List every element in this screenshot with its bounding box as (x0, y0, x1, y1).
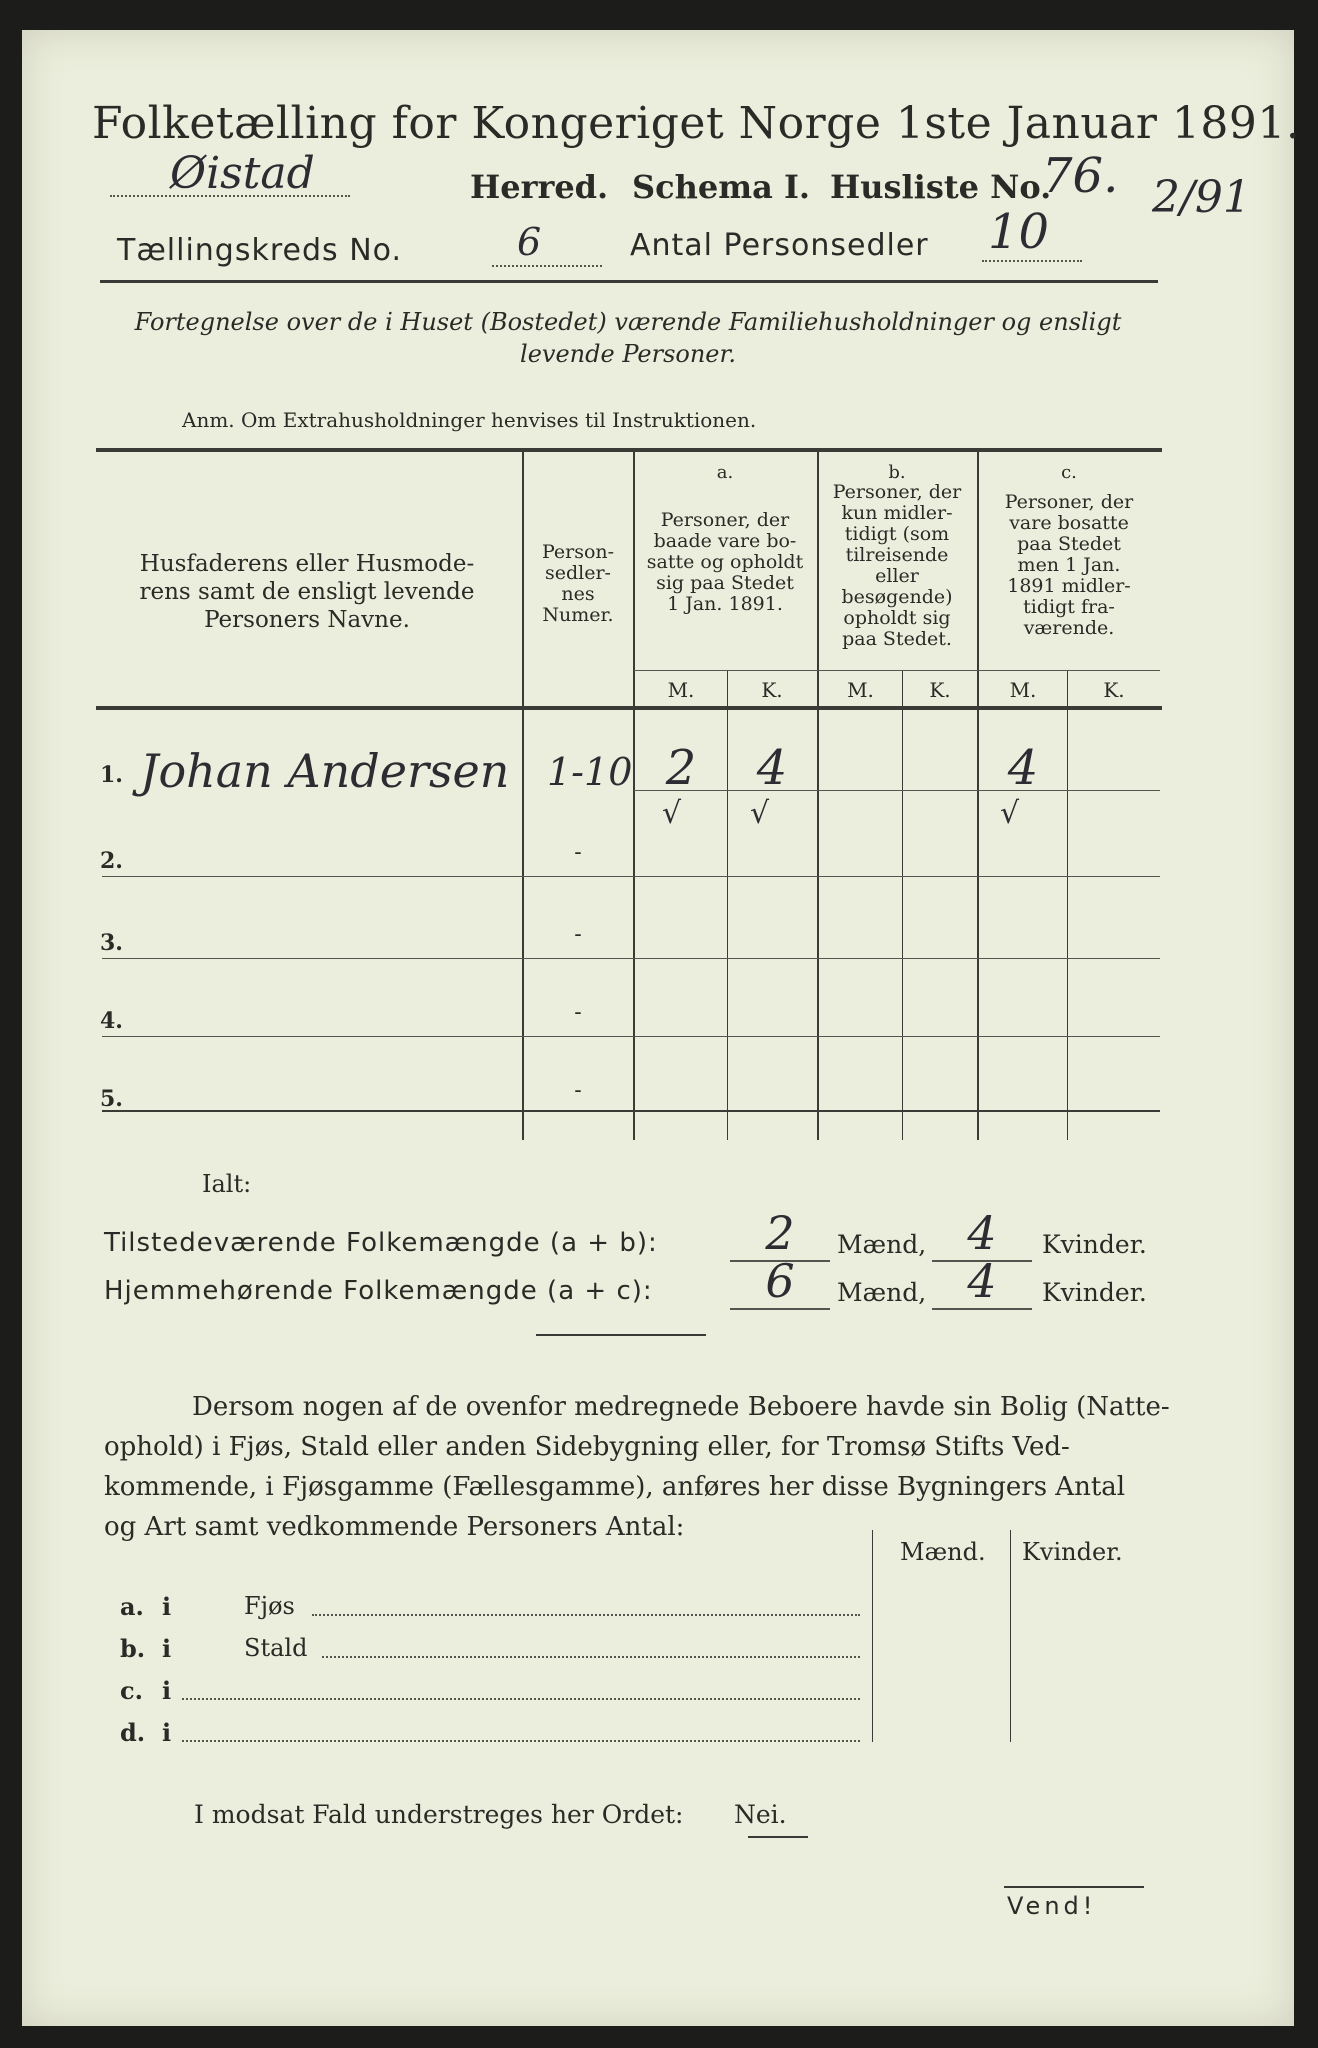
header-rule (100, 280, 1158, 283)
col-head-c (979, 492, 1159, 639)
col-head-a-line-2: baade vare bo- (653, 530, 797, 552)
hjemme-kvinder-line (932, 1308, 1032, 1310)
col-head-a-line-4: sig paa Stedet (656, 572, 794, 594)
col-head-num-line-1: Person- (541, 541, 615, 563)
sub-head-a-m: M. (667, 678, 695, 702)
col-head-b-line-3: tidigt (som (844, 523, 950, 545)
kreds-value: 6 (517, 220, 542, 264)
buildings-para-line-3: kommende, i Fjøsgamme (Fællesgamme), anføres her disse Bygningers Antal (104, 1472, 1126, 1502)
buildings-para-line-4: og Art samt vedkommende Personers Antal: (104, 1512, 685, 1542)
col-head-num-line-3: nes (561, 583, 595, 605)
col-head-b-line-7: opholdt sig (843, 607, 951, 629)
check-mark-a-k: √ (750, 796, 770, 831)
vend-label: Vend! (1007, 1892, 1097, 1920)
hjemme-label: Hjemmehørende Folkemængde (a + c): (104, 1276, 653, 1306)
building-item-prep: i (162, 1592, 172, 1621)
antal-fill-line (982, 260, 1082, 262)
intro-line-2: levende Personer. (520, 340, 736, 368)
col-head-c-line-5: 1891 midler- (1007, 575, 1131, 597)
kreds-fill-line (492, 265, 602, 267)
col-head-c-line-1: Personer, der (1004, 491, 1134, 513)
building-item-letter: a. (120, 1592, 144, 1621)
hjemme-maend-line (730, 1308, 830, 1310)
census-form-page (22, 30, 1301, 2026)
col-head-b-line-2: kun midler- (841, 502, 953, 524)
col-head-name-line-2: rens samt de ensligt levende (139, 579, 475, 605)
check-mark-a-m: √ (662, 796, 682, 831)
row-number: 3. (100, 930, 123, 956)
buildings-para-line-2: ophold) i Fjøs, Stald eller anden Sidebygning eller, for Tromsø Stifts Ved- (104, 1432, 1070, 1462)
row-name: Johan Andersen (140, 744, 510, 798)
col-divider-c-mk (1067, 670, 1068, 1140)
building-item-dots (312, 1614, 860, 1616)
col-head-b-letter: b. (888, 462, 906, 483)
building-item-prep: i (162, 1676, 172, 1705)
col-head-b-line-1: Personer, der (832, 481, 962, 503)
col-head-num (525, 542, 631, 626)
mk-rule (634, 670, 1160, 671)
row-person-numbers: 1-10 (547, 750, 633, 794)
tilstede-label: Tilstedeværende Folkemængde (a + b): (104, 1228, 658, 1258)
col-head-b-line-8: paa Stedet. (842, 628, 952, 650)
col-head-c-letter: c. (1061, 462, 1077, 483)
antal-label: Antal Personsedler (630, 228, 929, 263)
husliste-value: 76. (1042, 148, 1119, 204)
row-rule-4 (102, 1110, 1160, 1112)
tilstede-kvinder-value: 4 (967, 1206, 997, 1260)
col-head-c-line-4: men 1 Jan. (1017, 554, 1121, 576)
row-person-numbers: - (574, 1000, 582, 1025)
col-head-name-line-1: Husfaderens eller Husmode- (139, 551, 475, 577)
building-item-dots (182, 1698, 860, 1700)
row-number: 4. (100, 1008, 123, 1034)
row-person-numbers: - (574, 1078, 582, 1103)
footer-word-nei: Nei. (734, 1800, 787, 1829)
building-item-letter: c. (120, 1676, 143, 1705)
hjemme-kvinder-label: Kvinder. (1042, 1278, 1147, 1307)
row-c-m: 4 (1007, 740, 1039, 796)
sub-head-b-m: M. (847, 678, 874, 702)
row-a-m: 2 (665, 740, 697, 796)
sub-head-a-k: K. (761, 678, 783, 702)
table-head-rule (96, 706, 1162, 710)
buildings-para-line-1: Dersom nogen af de ovenfor medregnede Beboere havde sin Bolig (Natte- (192, 1392, 1170, 1422)
col-head-b-line-6: besøgende) (841, 586, 953, 608)
hjemme-maend-label: Mænd, (837, 1278, 927, 1307)
check-mark-c-m: √ (1000, 796, 1020, 831)
sub-head-b-k: K. (929, 678, 951, 702)
col-head-a (635, 510, 815, 615)
nei-underline (748, 1836, 808, 1838)
buildings-maend-head: Mænd. (900, 1538, 986, 1566)
col-head-c-line-6: tidigt fra- (1023, 596, 1115, 618)
building-item-letter: d. (120, 1718, 146, 1747)
row-person-numbers: - (574, 922, 582, 947)
margin-note: 2/91 (1152, 172, 1251, 223)
schema-label: Schema I. (632, 168, 811, 206)
building-item-letter: b. (120, 1634, 146, 1663)
section-divider (536, 1334, 706, 1336)
anm-note: Anm. Om Extrahusholdninger henvises til Instruktionen. (182, 408, 757, 432)
ialt-label: Ialt: (202, 1170, 252, 1198)
col-head-b-line-5: eller (875, 565, 919, 587)
footer-prefix: I modsat Fald understreges her Ordet: (194, 1800, 684, 1829)
herred-value: Øistad (170, 148, 315, 199)
vend-rule (1004, 1886, 1144, 1888)
col-head-a-line-1: Personer, der (660, 509, 790, 531)
col-head-b (819, 482, 975, 650)
building-item-dots (182, 1740, 860, 1742)
buildings-col-divider-1 (872, 1530, 873, 1742)
building-item-label: Fjøs (244, 1592, 295, 1620)
hjemme-maend-value: 6 (765, 1254, 795, 1308)
hjemme-kvinder-value: 4 (967, 1254, 997, 1308)
form-title: Folketælling for Kongeriget Norge 1ste Januar 1891. (92, 98, 1301, 149)
col-head-c-line-7: værende. (1023, 617, 1115, 639)
sub-head-c-k: K. (1103, 678, 1125, 702)
col-head-b-line-4: tilreisende (845, 544, 949, 566)
husliste-label: Husliste No. (830, 168, 1052, 206)
antal-value: 10 (988, 204, 1050, 260)
herred-label: Herred. (470, 168, 609, 206)
sub-head-c-m: M. (1009, 678, 1037, 702)
building-item-dots (322, 1656, 860, 1658)
col-head-num-line-2: sedler- (545, 562, 611, 584)
tilstede-maend-label: Mænd, (837, 1230, 927, 1259)
col-head-num-line-4: Numer. (542, 604, 614, 626)
col-head-a-line-3: satte og opholdt (646, 551, 804, 573)
col-head-c-line-2: vare bosatte (1009, 512, 1129, 534)
row-rule-2 (102, 958, 1160, 959)
row-number: 5. (100, 1086, 123, 1112)
row-number: 1. (100, 762, 123, 788)
buildings-col-divider-2 (1010, 1530, 1011, 1742)
row-number: 2. (100, 848, 123, 874)
row-person-numbers: - (574, 840, 582, 865)
tilstede-maend-value: 2 (765, 1206, 795, 1260)
buildings-kvinder-head: Kvinder. (1022, 1538, 1123, 1566)
building-item-label: Stald (244, 1634, 308, 1662)
col-head-name-line-3: Personers Navne. (204, 607, 410, 633)
col-head-a-letter: a. (716, 462, 734, 483)
col-head-c-line-3: paa Stedet (1017, 533, 1121, 555)
row-a-k: 4 (756, 740, 788, 796)
building-item-prep: i (162, 1718, 172, 1747)
table-top-rule (96, 448, 1162, 452)
col-head-a-line-5: 1 Jan. 1891. (667, 593, 783, 615)
col-divider-b-mk (902, 670, 903, 1140)
tilstede-kvinder-label: Kvinder. (1042, 1230, 1147, 1259)
kreds-label: Tællingskreds No. (117, 233, 402, 268)
row-rule-3 (102, 1036, 1160, 1037)
intro-line-1: Fortegnelse over de i Huset (Bostedet) værende Familiehusholdninger og ensligt (134, 308, 1122, 336)
col-head-name (102, 550, 512, 634)
row-rule-1 (102, 876, 1160, 877)
building-item-prep: i (162, 1634, 172, 1663)
